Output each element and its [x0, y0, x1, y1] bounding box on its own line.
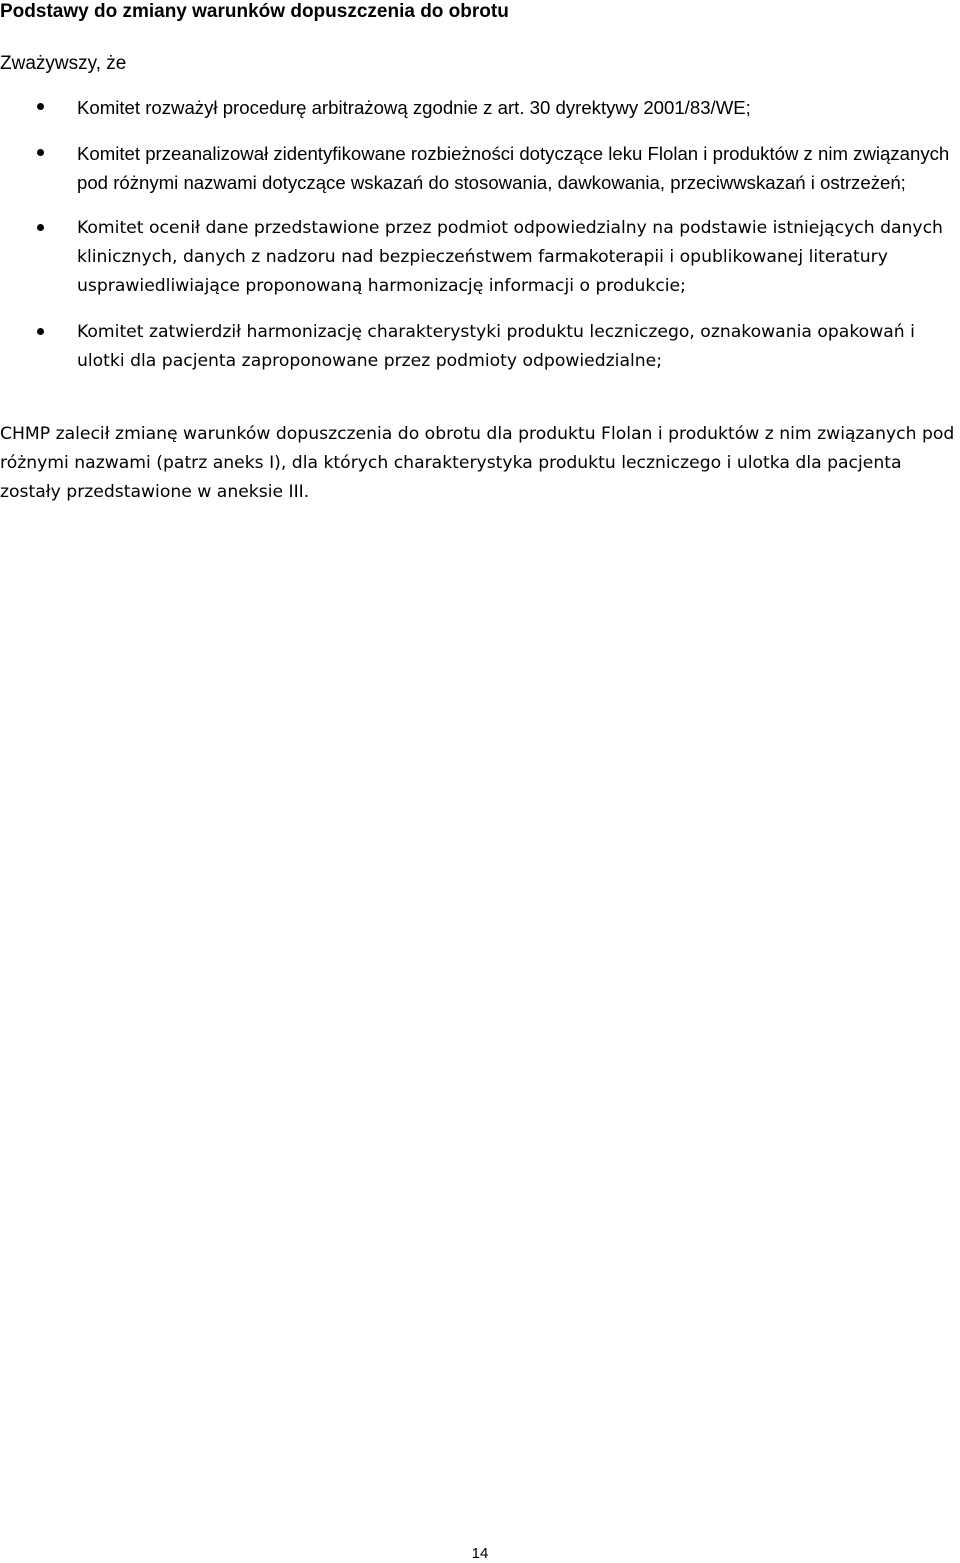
- conclusion-paragraph: CHMP zalecił zmianę warunków dopuszczenia do obrotu dla produktu Flolan i produktów z nim związanych pod różnymi nazwami (patrz aneks I), dla których charakterystyka produktu leczniczego i ulotka dla pacjenta zostały przedstawione w aneksie III.: [0, 424, 955, 502]
- intro-text: Zważywszy, że: [0, 53, 127, 74]
- considerations-list: [0, 93, 960, 393]
- bullet-icon: [37, 103, 44, 110]
- list-item-text: Komitet przeanalizował zidentyfikowane rozbieżności dotyczące leku Flolan i produktów z nim związanych pod różnymi nazwami dotyczące wskazań do stosowania, dawkowania, przeciwwskazań i ostrzeżeń;: [77, 143, 950, 193]
- list-item: [0, 318, 960, 376]
- bullet-icon: [37, 224, 44, 231]
- list-item: [0, 139, 960, 197]
- bullet-icon: [37, 328, 44, 335]
- bullet-icon: [37, 149, 44, 156]
- list-item-text: Komitet ocenił dane przedstawione przez podmiot odpowiedzialny na podstawie istniejących danych klinicznych, danych z nadzoru nad bezpieczeństwem farmakoterapii i opublikowanej literatury usprawiedliwiające proponowaną harmonizację informacji o produkcie;: [77, 218, 943, 296]
- section-heading: Podstawy do zmiany warunków dopuszczenia do obrotu: [0, 1, 509, 22]
- list-item: [0, 214, 960, 301]
- list-item-text: Komitet rozważył procedurę arbitrażową zgodnie z art. 30 dyrektywy 2001/83/WE;: [77, 97, 751, 118]
- list-item: [0, 93, 960, 122]
- page-number: 14: [471, 1545, 489, 1562]
- list-item-text: Komitet zatwierdził harmonizację charakterystyki produktu leczniczego, oznakowania opakowań i ulotki dla pacjenta zaproponowane przez podmioty odpowiedzialne;: [77, 322, 915, 371]
